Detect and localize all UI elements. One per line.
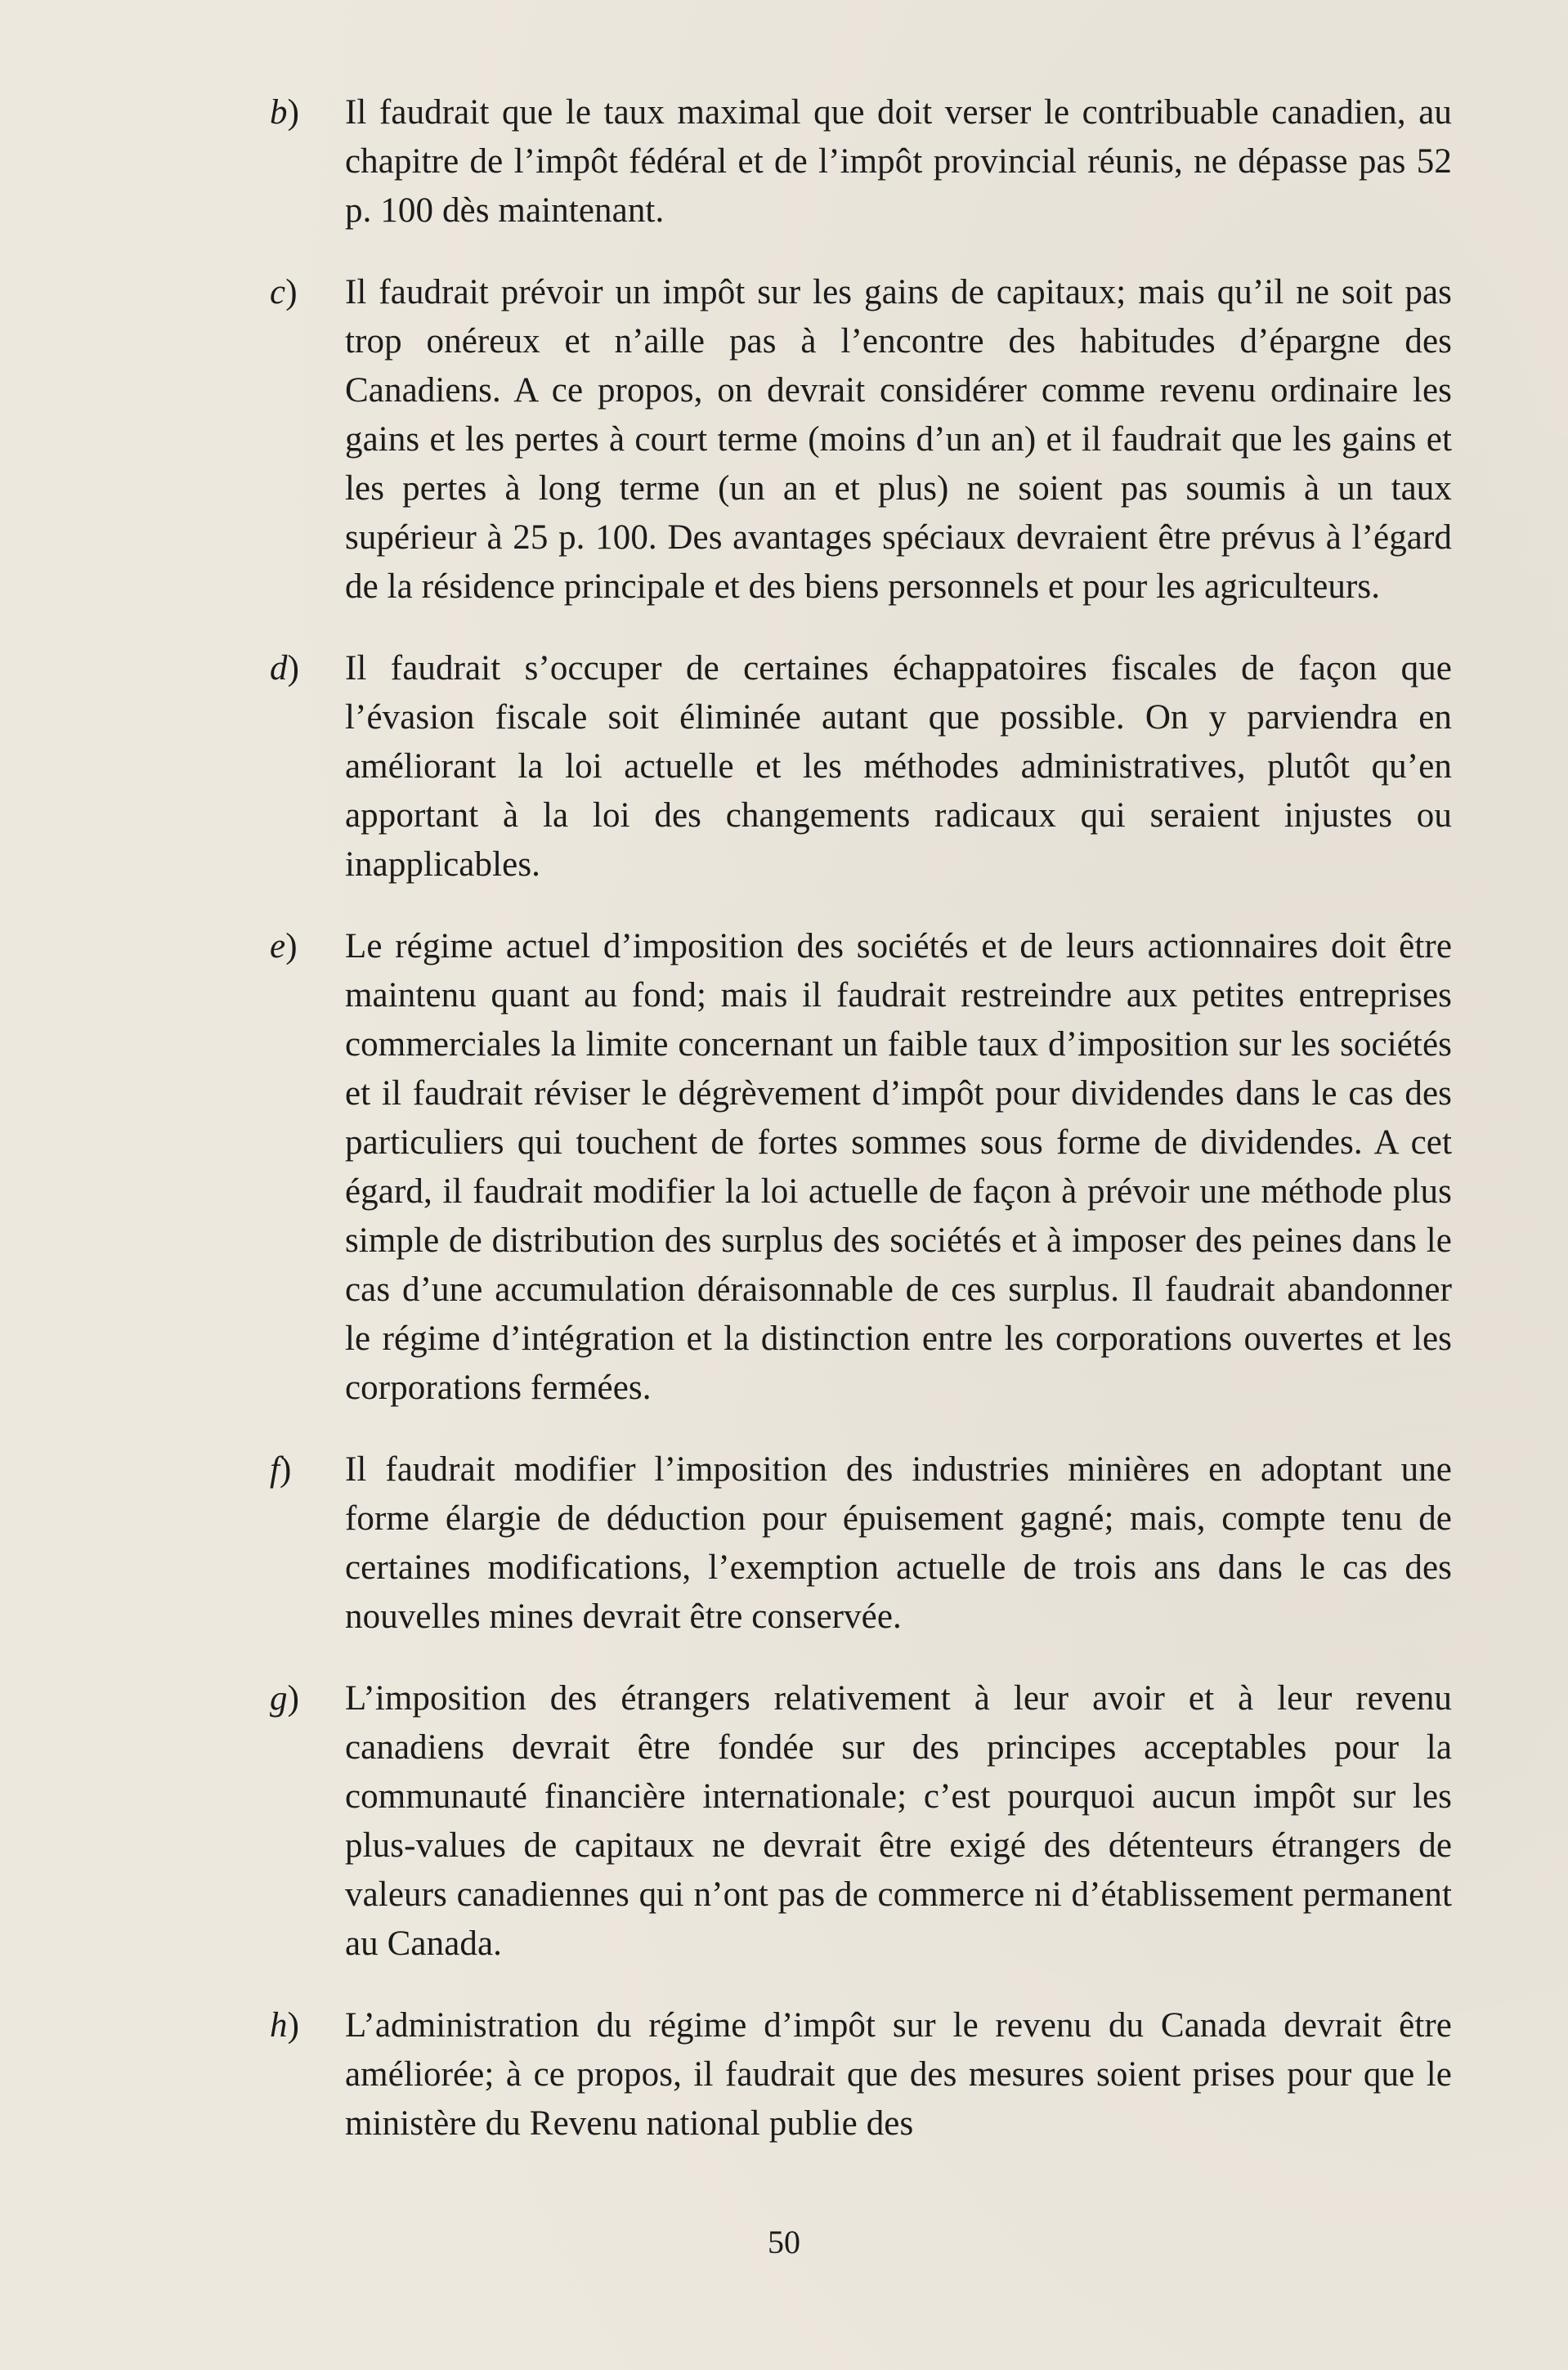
list-item [270,1445,1452,1642]
list-item [270,88,1452,235]
item-text: L’imposition des étrangers relativement à leur avoir et à leur revenu canadiens devrait être fondée sur des principes acceptables pour la communauté financière internationale; c’est pourquoi aucun impôt sur les plus-values de capitaux ne devrait être exigé des détenteurs étrangers de valeurs canadiennes qui n’ont pas de commerce ni d’établissement permanent au Canada. [345,1679,1452,1963]
item-text: Il faudrait s’occuper de certaines échappatoires fiscales de façon que l’évasion fiscale soit éliminée autant que possible. On y parviendra en améliorant la loi actuelle et les méthodes administratives, plutôt qu’en apportant à la loi des changements radicaux qui seraient injustes ou inapplicables. [345,649,1452,884]
list-item [270,922,1452,1413]
item-text: L’administration du régime d’impôt sur le revenu du Canada devrait être améliorée; à ce propos, il faudrait que des mesures soient prises pour que le ministère du Revenu national publie des [345,2006,1452,2143]
item-text: Il faudrait que le taux maximal que doit verser le contribuable canadien, au chapitre de l’impôt fédéral et de l’impôt provincial réunis, ne dépasse pas 52 p. 100 dès maintenant. [345,93,1452,230]
list-item [270,644,1452,889]
item-marker: b) [270,93,300,132]
item-marker: d) [270,649,300,688]
list-item [270,268,1452,612]
page-number: 50 [768,2224,800,2260]
item-text: Il faudrait modifier l’imposition des industries minières en adoptant une forme élargie de déduction pour épuisement gagné; mais, compte tenu de certaines modifications, l’exemption actuelle de trois ans dans le cas des nouvelles mines devrait être conservée. [345,1450,1452,1636]
item-marker: h) [270,2006,300,2045]
item-marker: e) [270,927,298,965]
list-item [270,1674,1452,1969]
recommendation-list [270,88,1452,2181]
item-marker: c) [270,273,298,311]
list-item [270,2001,1452,2148]
item-text: Il faudrait prévoir un impôt sur les gains de capitaux; mais qu’il ne soit pas trop onéreux et n’aille pas à l’encontre des habitudes d’épargne des Canadiens. A ce propos, on devrait considérer comme revenu ordinaire les gains et les pertes à court terme (moins d’un an) et il faudrait que les gains et les pertes à long terme (un an et plus) ne soient pas soumis à un taux supérieur à 25 p. 100. Des avantages spéciaux devraient être prévus à l’égard de la résidence principale et des biens personnels et pour les agriculteurs. [345,273,1452,606]
item-marker: f) [270,1450,292,1489]
item-text: Le régime actuel d’imposition des sociétés et de leurs actionnaires doit être maintenu quant au fond; mais il faudrait restreindre aux petites entreprises commerciales la limite concernant un faible taux d’imposition sur les sociétés et il faudrait réviser le dégrèvement d’impôt pour dividendes dans le cas des particuliers qui touchent de fortes sommes sous forme de dividendes. A cet égard, il faudrait modifier la loi actuelle de façon à prévoir une méthode plus simple de distribution des surplus des sociétés et à imposer des peines dans le cas d’une accumulation déraisonnable de ces surplus. Il faudrait abandonner le régime d’intégration et la distinction entre les corporations ouvertes et les corporations fermées. [345,927,1452,1407]
item-marker: g) [270,1679,300,1718]
